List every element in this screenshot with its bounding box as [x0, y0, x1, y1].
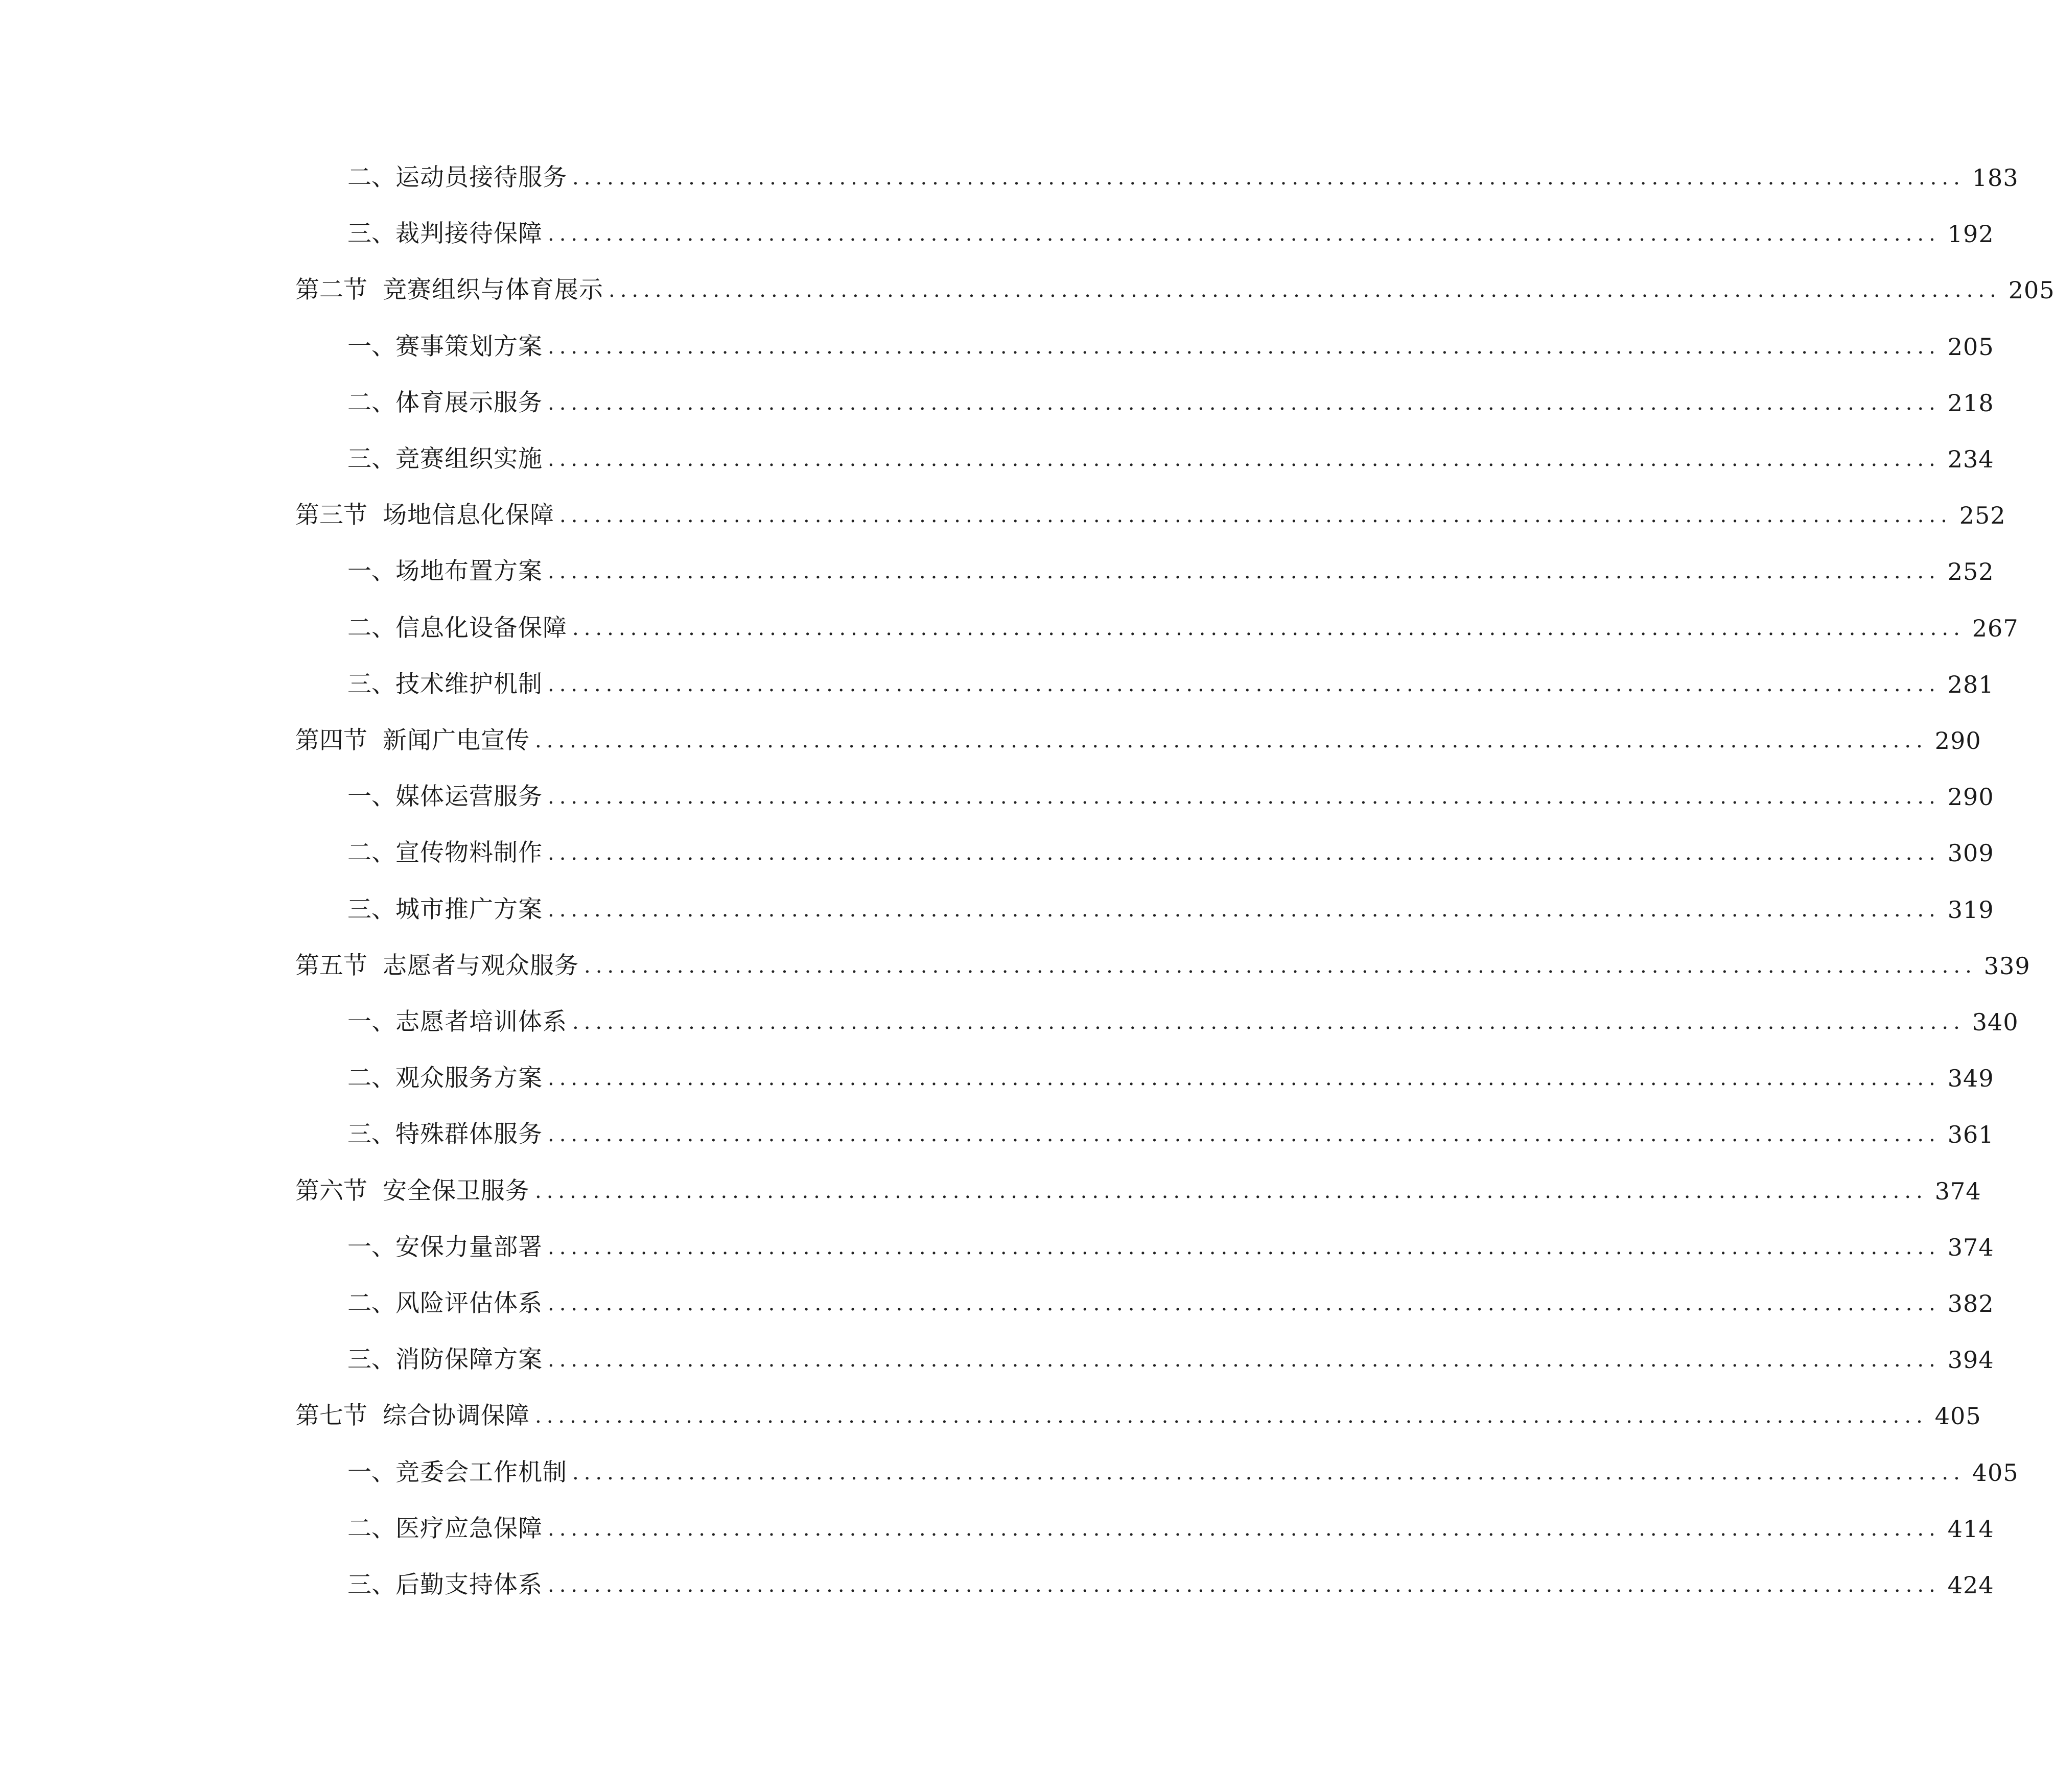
toc-entry-number: 三、 — [347, 670, 395, 698]
toc-dot-leader: ........................................................................................................................ — [535, 729, 1928, 752]
toc-entry-title: 新闻广电宣传 — [383, 726, 530, 754]
toc-dot-leader: ........................................................................................................................ — [548, 1348, 1941, 1372]
toc-item-row[interactable] — [0, 544, 1994, 600]
toc-entry-title: 特殊群体服务 — [395, 1120, 543, 1149]
toc-entry-title: 安全保卫服务 — [383, 1176, 530, 1205]
toc-item-row[interactable] — [0, 206, 1994, 262]
toc-row-content — [295, 262, 2055, 318]
toc-page-number: 218 — [1947, 389, 1994, 417]
toc-entry-title: 竞赛组织与体育展示 — [383, 276, 603, 304]
toc-row-content — [347, 882, 1994, 938]
toc-dot-leader: ........................................................................................................................ — [548, 560, 1941, 584]
toc-item-row[interactable] — [0, 1445, 2019, 1501]
toc-item-row[interactable] — [0, 150, 2019, 206]
toc-page-number: 290 — [1947, 783, 1994, 811]
toc-page-number: 374 — [1934, 1177, 1981, 1205]
toc-entry-number: 第二节 — [295, 276, 367, 304]
toc-entry-number: 二、 — [347, 839, 395, 867]
toc-page-number: 309 — [1947, 839, 1994, 867]
toc-item-row[interactable] — [0, 769, 1994, 825]
toc-row-content — [347, 1050, 1994, 1106]
toc-page-number: 319 — [1947, 895, 1994, 924]
toc-dot-leader: ........................................................................................................................ — [535, 1404, 1928, 1428]
toc-dot-leader: ........................................................................................................................ — [548, 898, 1941, 922]
toc-page-number: 290 — [1934, 727, 1981, 754]
toc-row-content — [347, 431, 1994, 487]
toc-section-row[interactable] — [0, 487, 2006, 544]
toc-dot-leader: ........................................................................................................................ — [548, 1292, 1941, 1315]
toc-entry-number: 第四节 — [295, 726, 367, 754]
toc-page-number: 405 — [1972, 1458, 2019, 1487]
toc-section-row[interactable] — [0, 713, 1981, 769]
toc-row-content — [347, 1557, 1994, 1613]
toc-dot-leader: ........................................................................................................................ — [548, 1067, 1941, 1091]
toc-row-content — [347, 994, 2019, 1050]
toc-page-number: 349 — [1947, 1065, 1994, 1093]
toc-entry-title: 城市推广方案 — [395, 895, 543, 924]
toc-entry-title: 场地信息化保障 — [383, 501, 554, 530]
toc-dot-leader: ........................................................................................................................ — [548, 1517, 1941, 1541]
toc-entry-title: 志愿者培训体系 — [395, 1008, 567, 1036]
toc-entry-number: 二、 — [347, 614, 395, 642]
toc-entry-title: 观众服务方案 — [395, 1064, 543, 1093]
toc-item-row[interactable] — [0, 1050, 1994, 1106]
toc-row-content — [347, 1276, 1994, 1332]
toc-page-number: 252 — [1959, 502, 2006, 530]
toc-page-number: 374 — [1947, 1233, 1994, 1261]
toc-entry-title: 宣传物料制作 — [395, 839, 543, 867]
toc-row-content — [347, 206, 1994, 262]
toc-row-content — [347, 769, 1994, 825]
toc-entry-number: 一、 — [347, 783, 395, 811]
toc-entry-number: 三、 — [347, 1120, 395, 1149]
toc-page-number: 205 — [2008, 276, 2055, 304]
toc-entry-title: 场地布置方案 — [395, 557, 543, 586]
toc-row-content — [347, 544, 1994, 600]
toc-page-number: 339 — [1983, 952, 2030, 980]
toc-page-number: 394 — [1947, 1346, 1994, 1374]
toc-entry-title: 风险评估体系 — [395, 1289, 543, 1317]
toc-entry-title: 竞委会工作机制 — [395, 1458, 567, 1487]
toc-entry-title: 技术维护机制 — [395, 670, 543, 698]
toc-entry-title: 后勤支持体系 — [395, 1571, 543, 1599]
toc-row-content — [347, 825, 1994, 881]
toc-row-content — [295, 1163, 1981, 1219]
toc-row-content — [347, 1445, 2019, 1501]
toc-section-row[interactable] — [0, 1163, 1981, 1219]
toc-item-row[interactable] — [0, 825, 1994, 881]
toc-entry-title: 赛事策划方案 — [395, 332, 543, 361]
toc-row-content — [347, 1219, 1994, 1276]
toc-entry-number: 一、 — [347, 1458, 395, 1487]
toc-item-row[interactable] — [0, 600, 2019, 656]
toc-row-content — [295, 487, 2006, 544]
toc-dot-leader: ........................................................................................................................ — [572, 616, 1965, 640]
toc-section-row[interactable] — [0, 1388, 1981, 1444]
toc-dot-leader: ........................................................................................................................ — [584, 954, 1977, 978]
toc-dot-leader: ........................................................................................................................ — [548, 1573, 1941, 1597]
toc-entry-title: 综合协调保障 — [383, 1402, 530, 1430]
toc-dot-leader: ........................................................................................................................ — [548, 1235, 1941, 1259]
toc-dot-leader: ........................................................................................................................ — [609, 278, 2001, 302]
toc-row-content — [295, 1388, 1981, 1444]
toc-page-number: 340 — [1972, 1008, 2019, 1036]
toc-page-number: 424 — [1947, 1571, 1994, 1599]
toc-dot-leader: ........................................................................................................................ — [572, 1460, 1965, 1484]
toc-dot-leader: ........................................................................................................................ — [535, 1179, 1928, 1203]
toc-entry-title: 竞赛组织实施 — [395, 445, 543, 473]
toc-page-number: 382 — [1947, 1290, 1994, 1317]
toc-entry-number: 一、 — [347, 557, 395, 586]
toc-entry-number: 二、 — [347, 1289, 395, 1317]
toc-entry-number: 第七节 — [295, 1402, 367, 1430]
toc-page-number: 267 — [1972, 614, 2019, 642]
toc-page-number: 405 — [1934, 1402, 1981, 1430]
toc-page-number: 361 — [1947, 1121, 1994, 1149]
toc-dot-leader: ........................................................................................................................ — [548, 391, 1941, 415]
toc-entry-title: 运动员接待服务 — [395, 163, 567, 192]
toc-item-row[interactable] — [0, 882, 1994, 938]
toc-section-row[interactable] — [0, 938, 2030, 994]
toc-page-number: 281 — [1947, 670, 1994, 698]
toc-page-number: 205 — [1947, 333, 1994, 361]
toc-entry-number: 一、 — [347, 1233, 395, 1261]
toc-page-number: 234 — [1947, 445, 1994, 473]
toc-item-row[interactable] — [0, 1557, 1994, 1613]
toc-entry-number: 三、 — [347, 1346, 395, 1374]
toc-dot-leader: ........................................................................................................................ — [548, 222, 1941, 246]
toc-entry-number: 三、 — [347, 895, 395, 924]
toc-entry-title: 志愿者与观众服务 — [383, 951, 579, 980]
toc-item-row[interactable] — [0, 1106, 1994, 1163]
toc-item-row[interactable] — [0, 375, 1994, 431]
toc-entry-number: 二、 — [347, 163, 395, 192]
toc-entry-number: 二、 — [347, 1064, 395, 1093]
toc-item-row[interactable] — [0, 1501, 1994, 1557]
toc-page-number: 252 — [1947, 558, 1994, 586]
toc-entry-number: 三、 — [347, 445, 395, 473]
toc-item-row[interactable] — [0, 431, 1994, 487]
toc-dot-leader: ........................................................................................................................ — [559, 504, 1952, 528]
toc-dot-leader: ........................................................................................................................ — [572, 1010, 1965, 1034]
toc-entry-title: 媒体运营服务 — [395, 783, 543, 811]
toc-item-row[interactable] — [0, 1332, 1994, 1388]
toc-item-row[interactable] — [0, 1219, 1994, 1276]
toc-entry-number: 第三节 — [295, 501, 367, 530]
toc-entry-number: 二、 — [347, 388, 395, 417]
toc-entry-title: 消防保障方案 — [395, 1346, 543, 1374]
toc-row-content — [347, 600, 2019, 656]
toc-dot-leader: ........................................................................................................................ — [548, 841, 1941, 865]
toc-row-content — [347, 319, 1994, 375]
toc-entry-title: 体育展示服务 — [395, 388, 543, 417]
toc-item-row[interactable] — [0, 994, 2019, 1050]
toc-dot-leader: ........................................................................................................................ — [548, 447, 1941, 471]
toc-row-content — [295, 938, 2030, 994]
toc-entry-number: 一、 — [347, 1008, 395, 1036]
toc-item-row[interactable] — [0, 319, 1994, 375]
toc-page-number: 183 — [1972, 164, 2019, 192]
toc-row-content — [347, 656, 1994, 713]
toc-row-content — [295, 713, 1981, 769]
toc-entry-number: 第六节 — [295, 1176, 367, 1205]
toc-entry-number: 三、 — [347, 1571, 395, 1599]
toc-entry-title: 裁判接待保障 — [395, 220, 543, 248]
toc-entry-number: 二、 — [347, 1514, 395, 1543]
toc-item-row[interactable] — [0, 656, 1994, 713]
toc-entry-number: 三、 — [347, 220, 395, 248]
toc-dot-leader: ........................................................................................................................ — [548, 785, 1941, 809]
toc-entry-title: 信息化设备保障 — [395, 614, 567, 642]
toc-entry-number: 一、 — [347, 332, 395, 361]
toc-dot-leader: ........................................................................................................................ — [548, 335, 1941, 359]
toc-row-content — [347, 375, 1994, 431]
toc-row-content — [347, 150, 2019, 206]
toc-row-content — [347, 1501, 1994, 1557]
toc-entry-title: 安保力量部署 — [395, 1233, 543, 1261]
toc-item-row[interactable] — [0, 1276, 1994, 1332]
toc-row-content — [347, 1106, 1994, 1163]
toc-section-row[interactable] — [0, 262, 2055, 318]
toc-dot-leader: ........................................................................................................................ — [548, 672, 1941, 696]
toc-dot-leader: ........................................................................................................................ — [572, 166, 1965, 190]
toc-page-number: 414 — [1947, 1515, 1994, 1543]
toc-page-number: 192 — [1947, 220, 1994, 248]
toc-entry-title: 医疗应急保障 — [395, 1514, 543, 1543]
toc-dot-leader: ........................................................................................................................ — [548, 1123, 1941, 1147]
toc-row-content — [347, 1332, 1994, 1388]
toc-entry-number: 第五节 — [295, 951, 367, 980]
